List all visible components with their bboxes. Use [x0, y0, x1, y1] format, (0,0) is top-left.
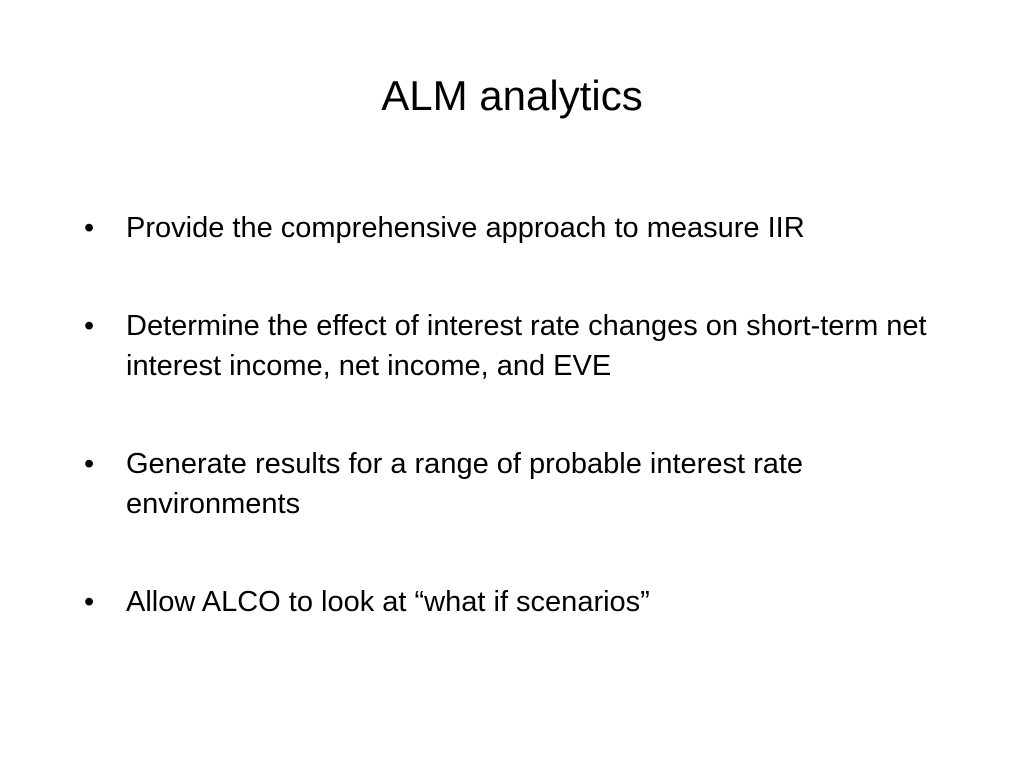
bullet-text: Provide the comprehensive approach to measure IIR: [126, 212, 805, 244]
slide-title: ALM analytics: [381, 72, 643, 119]
bullet-item: [84, 444, 964, 524]
bullet-text: Allow ALCO to look at “what if scenarios”: [126, 586, 650, 618]
bullet-icon: •: [84, 310, 95, 342]
bullet-text: Generate results for a range of probable interest rate environments: [126, 448, 804, 520]
bullet-list: [84, 208, 964, 680]
bullet-icon: •: [84, 448, 95, 480]
bullet-icon: •: [84, 212, 95, 244]
bullet-text: Determine the effect of interest rate changes on short-term net interest income, net income, and EVE: [126, 310, 927, 382]
bullet-icon: •: [84, 586, 95, 618]
bullet-item: [84, 306, 964, 386]
bullet-item: [84, 208, 964, 248]
bullet-item: [84, 582, 964, 622]
